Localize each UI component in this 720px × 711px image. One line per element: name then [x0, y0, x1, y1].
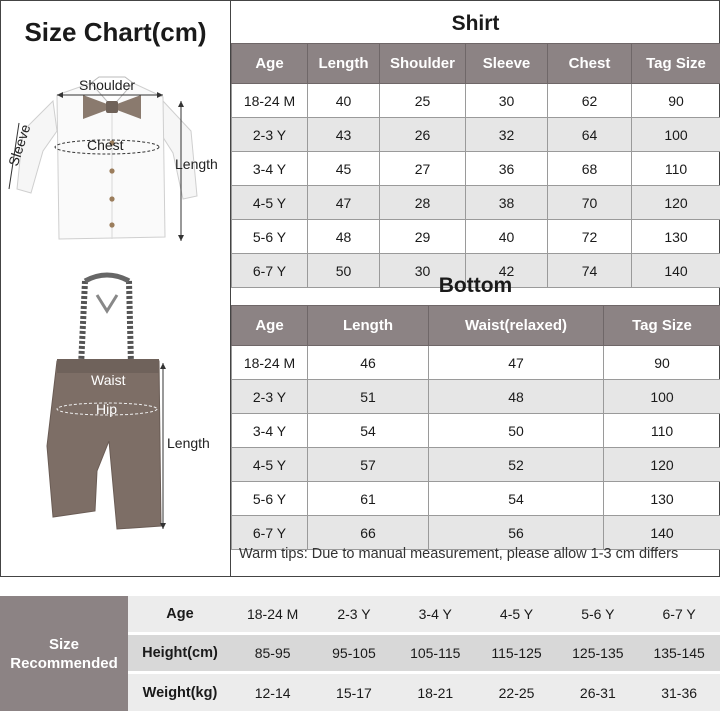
recommended-cell: 12-14: [254, 684, 291, 701]
bottom-header-cell: Waist(relaxed): [429, 306, 604, 346]
recommended-cell: 15-17: [336, 684, 372, 701]
recommended-row: [128, 674, 720, 711]
bottom-header-cell: Age: [232, 306, 308, 346]
shirt-cell: 29: [380, 220, 466, 254]
bottom-cell: 6-7 Y: [232, 516, 308, 550]
bottom-cell: 66: [308, 516, 429, 550]
recommended-row-label: Height(cm): [142, 645, 218, 661]
shirt-cell: 3-4 Y: [232, 152, 308, 186]
bottom-cell: 140: [604, 516, 720, 550]
recommended-cell: 22-25: [498, 684, 535, 701]
bottom-cell: 2-3 Y: [232, 380, 308, 414]
shirt-header-cell: Tag Size: [632, 44, 720, 84]
size-recommended: [0, 596, 720, 711]
shirt-cell: 130: [632, 220, 720, 254]
shirt-cell: 38: [466, 186, 548, 220]
recommended-cell: 115-125: [491, 645, 542, 661]
bottom-cell: 54: [429, 482, 604, 516]
recommended-cell: 18-21: [417, 684, 454, 701]
shirt-cell: 90: [632, 84, 720, 118]
shirt-length-label: Length: [175, 156, 218, 172]
table-row: [232, 186, 720, 220]
table-row: [232, 84, 720, 118]
recommended-cell: 125-135: [572, 645, 624, 661]
shirt-cell: 74: [548, 254, 632, 288]
table-row: [232, 380, 720, 414]
page-title: Size Chart(cm): [24, 17, 207, 47]
shirt-cell: 120: [632, 186, 720, 220]
bottom-cell: 130: [604, 482, 720, 516]
shirt-title: Shirt: [451, 12, 500, 35]
recommended-cell: 26-31: [579, 684, 616, 701]
shirt-chest-label: Chest: [87, 137, 124, 153]
shirt-cell: 30: [380, 254, 466, 288]
shirt-sleeve-label: Sleeve: [5, 122, 34, 168]
shirt-shoulder-label: Shoulder: [79, 77, 136, 93]
recommended-row: [128, 596, 720, 632]
bottom-cell: 18-24 M: [232, 346, 308, 380]
shirt-header-cell: Age: [232, 44, 308, 84]
size-recommended-title: Size Recommended: [0, 596, 128, 711]
shirt-cell: 42: [466, 254, 548, 288]
recommended-cell: 3-4 Y: [418, 606, 452, 622]
shirt-cell: 26: [380, 118, 466, 152]
shirt-header-cell: Sleeve: [466, 44, 548, 84]
shirt-cell: 47: [308, 186, 380, 220]
shirt-cell: 5-6 Y: [232, 220, 308, 254]
shirt-header-cell: Length: [308, 44, 380, 84]
shirt-cell: 27: [380, 152, 466, 186]
recommended-cell: 5-6 Y: [581, 606, 615, 622]
shirt-cell: 2-3 Y: [232, 118, 308, 152]
shirt-cell: 40: [308, 84, 380, 118]
recommended-cell: 2-3 Y: [337, 606, 371, 622]
table-row: [232, 414, 720, 448]
shirt-cell: 140: [632, 254, 720, 288]
bottom-cell: 4-5 Y: [232, 448, 308, 482]
recommended-row: [128, 635, 720, 671]
bottom-cell: 100: [604, 380, 720, 414]
bottom-cell: 46: [308, 346, 429, 380]
table-row: [232, 448, 720, 482]
recommended-cell: 31-36: [661, 684, 698, 701]
bottom-cell: 52: [429, 448, 604, 482]
bottom-cell: 57: [308, 448, 429, 482]
shirt-cell: 25: [380, 84, 466, 118]
shirt-cell: 50: [308, 254, 380, 288]
shirt-cell: 18-24 M: [232, 84, 308, 118]
shirt-size-table: [231, 43, 720, 288]
shirt-cell: 6-7 Y: [232, 254, 308, 288]
shirt-cell: 28: [380, 186, 466, 220]
bottom-cell: 51: [308, 380, 429, 414]
shirt-cell: 100: [632, 118, 720, 152]
shirt-cell: 45: [308, 152, 380, 186]
warm-tip: Warm tips: Due to manual measurement, please allow 1-3 cm differs: [239, 546, 679, 562]
bottom-cell: 5-6 Y: [232, 482, 308, 516]
shirt-cell: 32: [466, 118, 548, 152]
recommended-cell: 18-24 M: [246, 606, 299, 622]
pants-waist-label: Waist: [91, 372, 126, 388]
table-row: [232, 220, 720, 254]
recommended-row-label: Age: [166, 606, 194, 622]
shirt-cell: 4-5 Y: [232, 186, 308, 220]
recommended-cell: 95-105: [332, 645, 376, 661]
shirt-cell: 70: [548, 186, 632, 220]
bottom-size-table: [231, 305, 720, 550]
recommended-cell: 105-115: [410, 645, 461, 661]
shirt-cell: 64: [548, 118, 632, 152]
bottom-cell: 54: [308, 414, 429, 448]
bottom-cell: 47: [429, 346, 604, 380]
shirt-cell: 36: [466, 152, 548, 186]
bottom-header-cell: Tag Size: [604, 306, 720, 346]
bottom-cell: 48: [429, 380, 604, 414]
bottom-title: Bottom: [438, 274, 513, 297]
shirt-cell: 30: [466, 84, 548, 118]
table-row: [232, 482, 720, 516]
bottom-header-cell: Length: [308, 306, 429, 346]
recommended-cell: 6-7 Y: [662, 606, 696, 622]
table-row: [232, 346, 720, 380]
shirt-header-cell: Chest: [548, 44, 632, 84]
shirt-cell: 43: [308, 118, 380, 152]
pants-length-label: Length: [167, 435, 210, 451]
shirt-cell: 72: [548, 220, 632, 254]
recommended-cell: 85-95: [254, 645, 291, 661]
table-row: [232, 152, 720, 186]
shirt-cell: 110: [632, 152, 720, 186]
shirt-cell: 48: [308, 220, 380, 254]
bottom-cell: 56: [429, 516, 604, 550]
pants-hip-label: Hip: [96, 401, 118, 417]
table-row: [232, 516, 720, 550]
bottom-cell: 90: [604, 346, 720, 380]
bottom-cell: 50: [429, 414, 604, 448]
illustration-panel: [1, 1, 231, 576]
shirt-cell: 40: [466, 220, 548, 254]
shirt-cell: 62: [548, 84, 632, 118]
bottom-cell: 110: [604, 414, 720, 448]
recommended-cell: 135-145: [653, 645, 705, 661]
recommended-cell: 4-5 Y: [499, 606, 534, 622]
bottom-cell: 120: [604, 448, 720, 482]
bottom-cell: 61: [308, 482, 429, 516]
recommended-row-label: Weight(kg): [142, 684, 218, 701]
shirt-cell: 68: [548, 152, 632, 186]
shirt-header-cell: Shoulder: [380, 44, 466, 84]
bottom-cell: 3-4 Y: [232, 414, 308, 448]
table-row: [232, 118, 720, 152]
